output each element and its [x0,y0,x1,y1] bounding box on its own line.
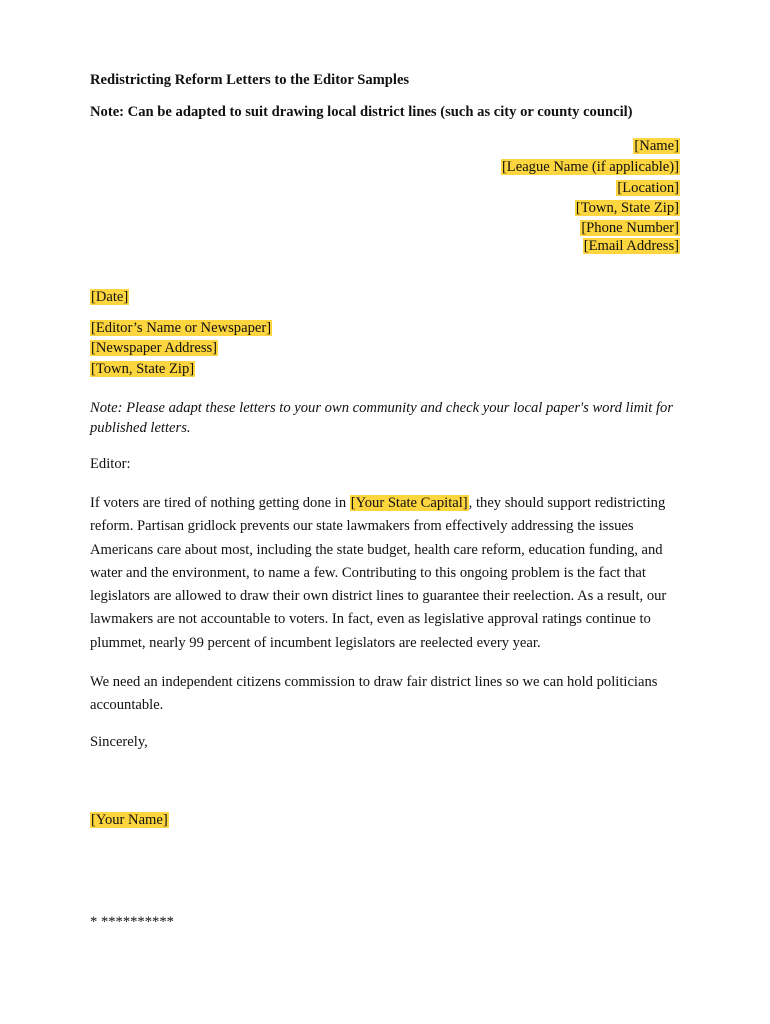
body-paragraph-2: We need an independent citizens commission to draw fair district lines so we can hold politicians accountable. [90,674,658,714]
closing: Sincerely, [90,734,148,750]
letter-date [90,289,129,306]
adaptation-note: Note: Please adapt these letters to your own community and check your local paper's word limit for published letters. [90,400,673,436]
paragraph1-lead: If voters are tired of nothing getting done in [90,495,350,511]
date-placeholder: [Date] [91,289,129,305]
signature [90,812,169,829]
recipient-block [90,318,272,379]
sender-name: [Name] [634,138,679,154]
body-paragraph-1 [90,492,685,655]
sender-email: [Email Address] [583,238,679,255]
recipient-town-state-zip: [Town, State Zip] [91,360,195,377]
signature-placeholder: [Your Name] [91,812,168,828]
salutation: Editor: [90,456,131,472]
sender-phone: [Phone Number] [581,220,679,237]
sender-league-name: [League Name (if applicable)] [501,158,679,175]
section-separator: * ********** [90,914,174,930]
sender-location: [Location] [617,179,679,196]
document-title: Redistricting Reform Letters to the Editor Samples [90,72,410,88]
sender-town-state-zip: [Town, State Zip] [575,200,679,217]
paragraph1-rest: , they should support redistricting reform. Partisan gridlock prevents our state lawmakers from effectively addressing the issues Americans care about most, including the state budget, health care reform, education funding, and water and the environment, to name a few. Contributing to this ongoing problem is the fact that legislators are allowed to draw their own district lines to guarantee their reelection. As a result, our lawmakers are not accountable to voters. In fact, even as legislative approval ratings continue to plummet, nearly 99 percent of incumbent legislators are reelected every year. [90,495,667,651]
recipient-editor: [Editor’s Name or Newspaper] [91,320,272,336]
sender-block [501,136,680,255]
state-capital-placeholder: [Your State Capital] [350,495,468,511]
document-subtitle-note: Note: Can be adapted to suit drawing local district lines (such as city or county council) [90,104,633,120]
recipient-address: [Newspaper Address] [91,340,218,357]
